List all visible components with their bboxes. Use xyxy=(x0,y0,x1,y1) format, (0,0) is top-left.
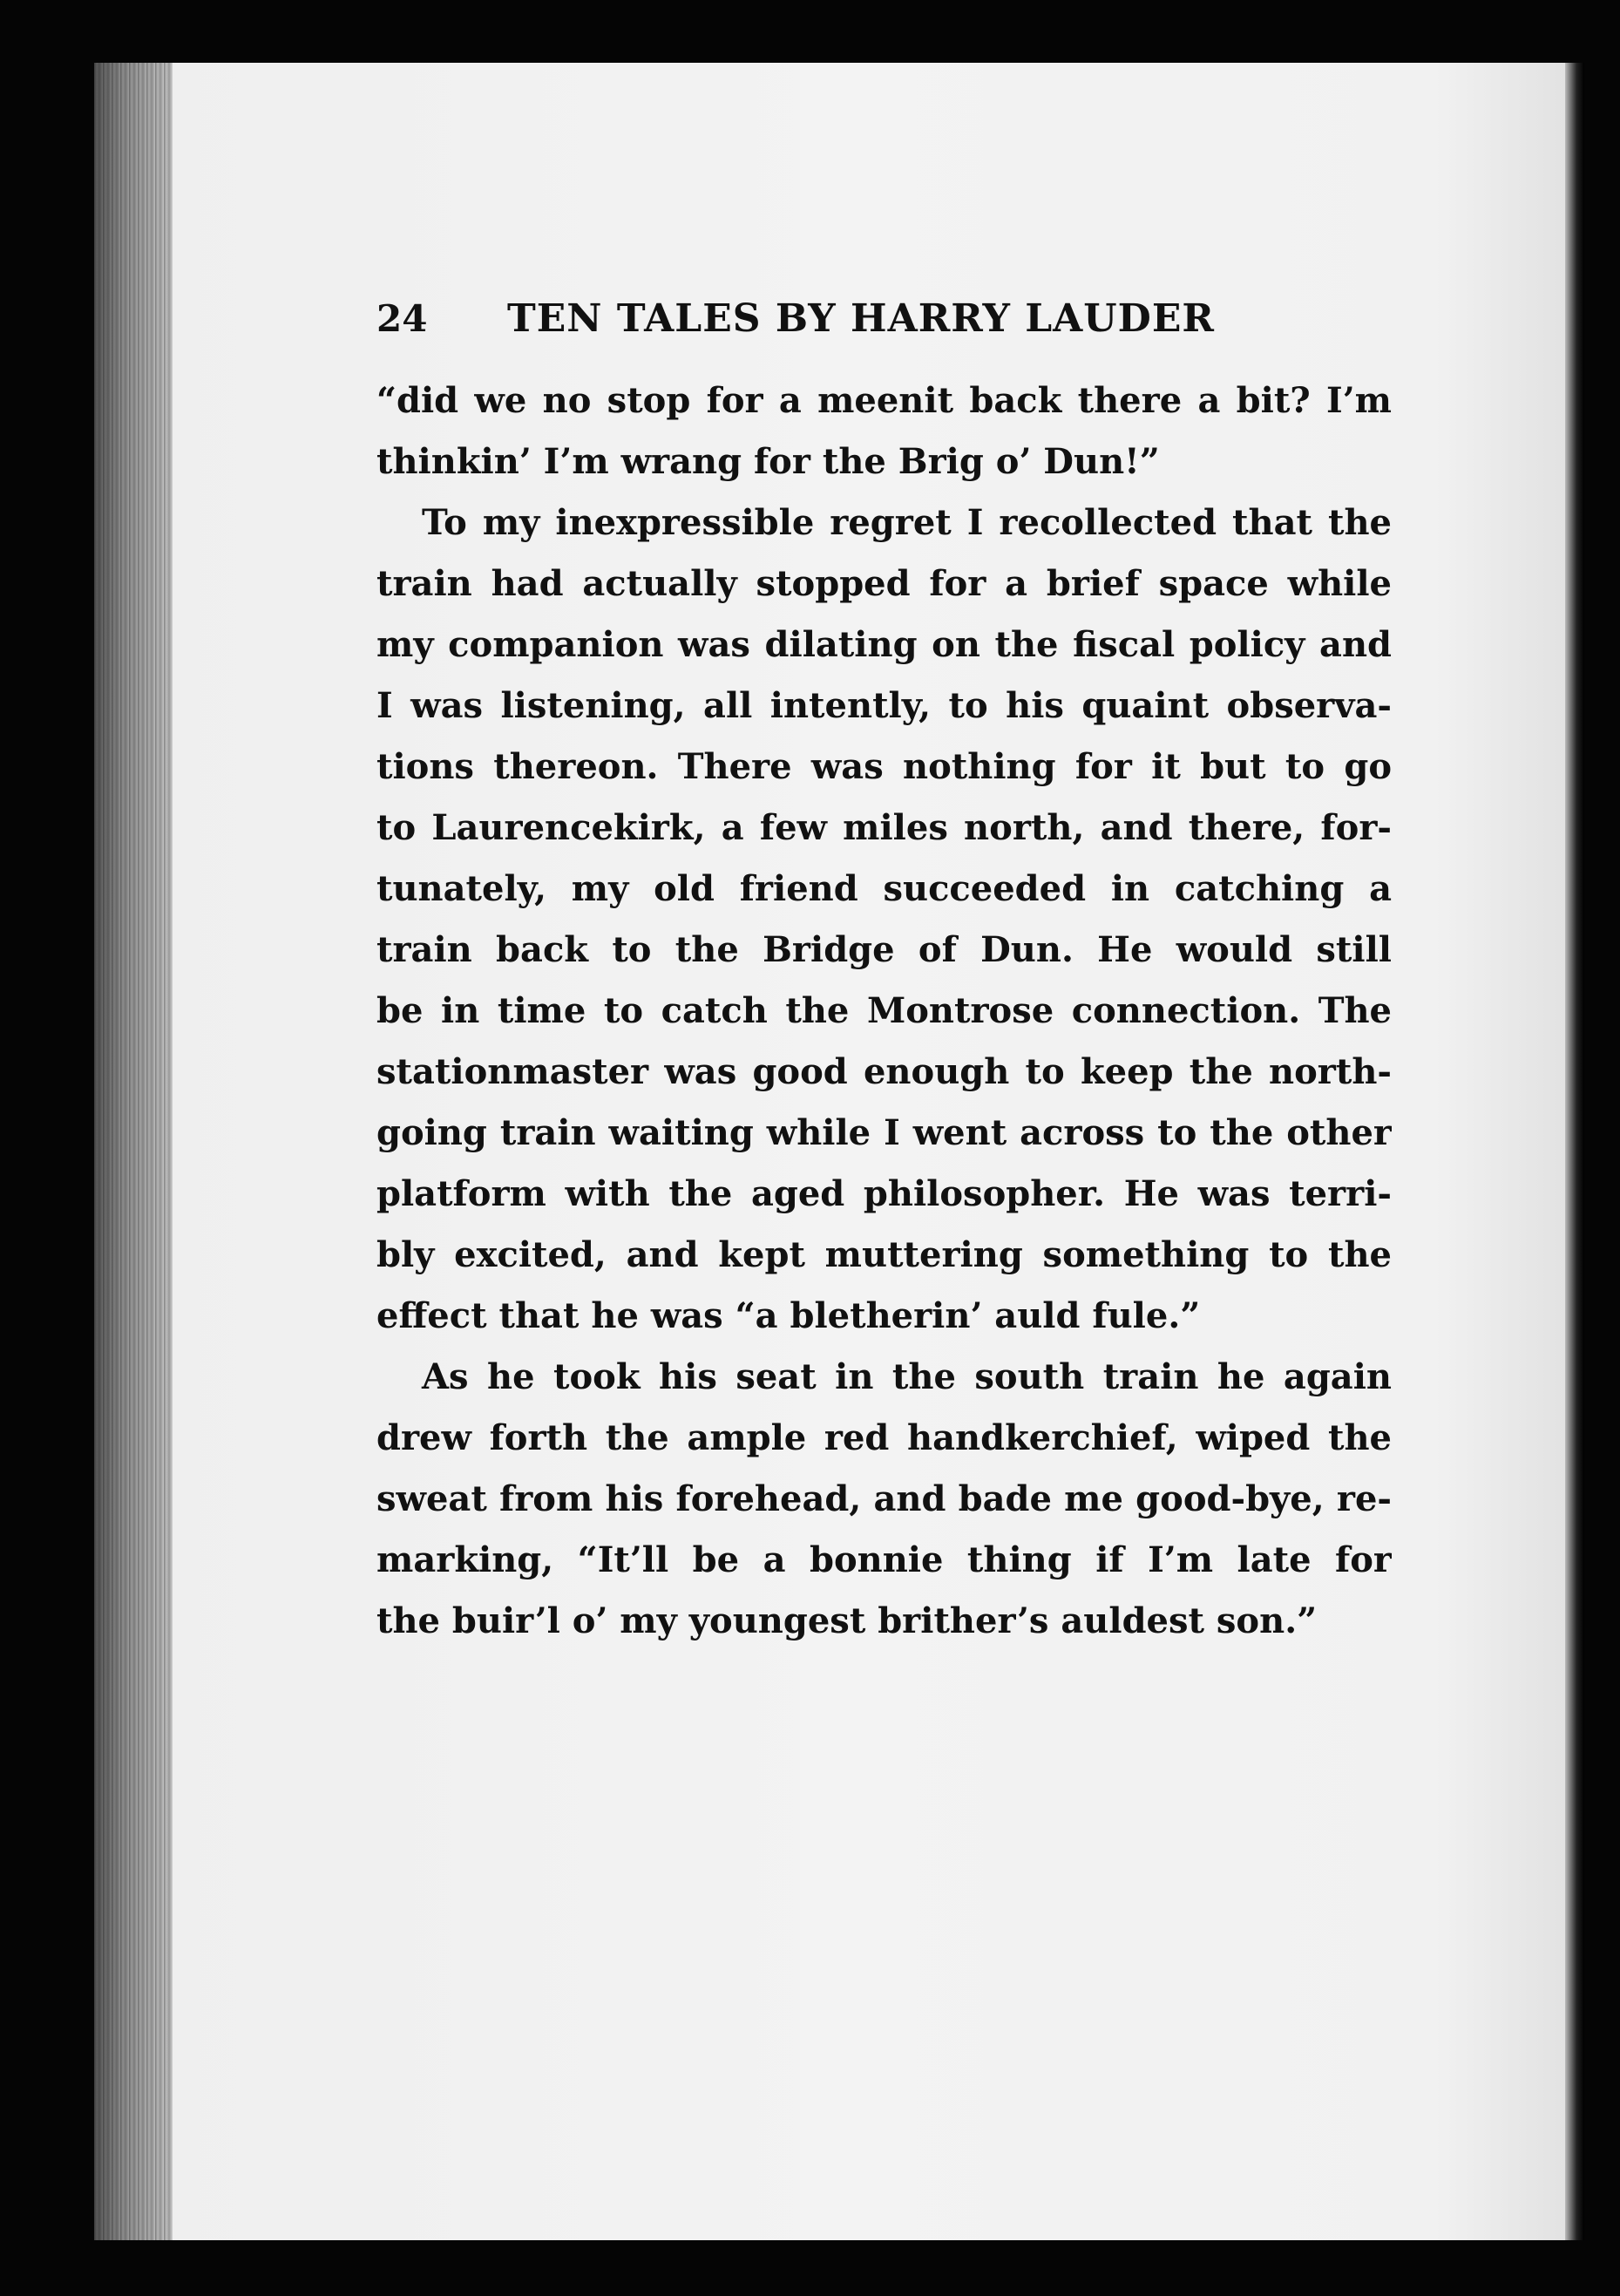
text-line: bly excited, and kept muttering something to the xyxy=(376,1234,1392,1275)
page-binding-edge xyxy=(94,63,173,2240)
text-line: be in time to catch the Montrose connection. The xyxy=(376,990,1392,1031)
paragraph xyxy=(376,492,1392,1347)
page-right-edge xyxy=(1565,63,1584,2240)
paragraph xyxy=(376,370,1392,492)
text-line: the buir’l o’ my youngest brither’s auldest son.” xyxy=(376,1600,1318,1641)
running-head xyxy=(376,296,1265,349)
text-line: effect that he was “a bletherin’ auld fule.” xyxy=(376,1295,1201,1336)
text-line: marking, “It’ll be a bonnie thing if I’m late for xyxy=(376,1539,1392,1580)
text-line: drew forth the ample red handkerchief, wiped the xyxy=(376,1417,1392,1458)
text-line: stationmaster was good enough to keep the north- xyxy=(376,1051,1392,1092)
body-text xyxy=(376,370,1392,1652)
text-line: platform with the aged philosopher. He was terri- xyxy=(376,1173,1392,1214)
text-line: tions thereon. There was nothing for it but to go xyxy=(376,746,1392,787)
paragraph xyxy=(376,1347,1392,1652)
text-line: my companion was dilating on the fiscal policy and xyxy=(376,624,1392,665)
text-line: As he took his seat in the south train he again xyxy=(422,1356,1392,1397)
text-line: sweat from his forehead, and bade me good-bye, re- xyxy=(376,1478,1392,1519)
text-line: To my inexpressible regret I recollected that the xyxy=(422,502,1392,543)
text-line: tunately, my old friend succeeded in catching a xyxy=(376,868,1392,909)
text-line: going train waiting while I went across to the other xyxy=(376,1112,1392,1153)
text-line: thinkin’ I’m wrang for the Brig o’ Dun!” xyxy=(376,441,1160,482)
text-line: I was listening, all intently, to his quaint observa- xyxy=(376,685,1392,726)
text-line: to Laurencekirk, a few miles north, and there, for- xyxy=(376,807,1392,848)
page-number: 24 xyxy=(376,297,428,340)
book-title: TEN TALES BY HARRY LAUDER xyxy=(507,296,1215,341)
text-line: train back to the Bridge of Dun. He would still xyxy=(376,929,1392,970)
text-line: “did we no stop for a meenit back there a bit? I’m xyxy=(376,380,1392,421)
text-line: train had actually stopped for a brief space while xyxy=(376,563,1392,604)
